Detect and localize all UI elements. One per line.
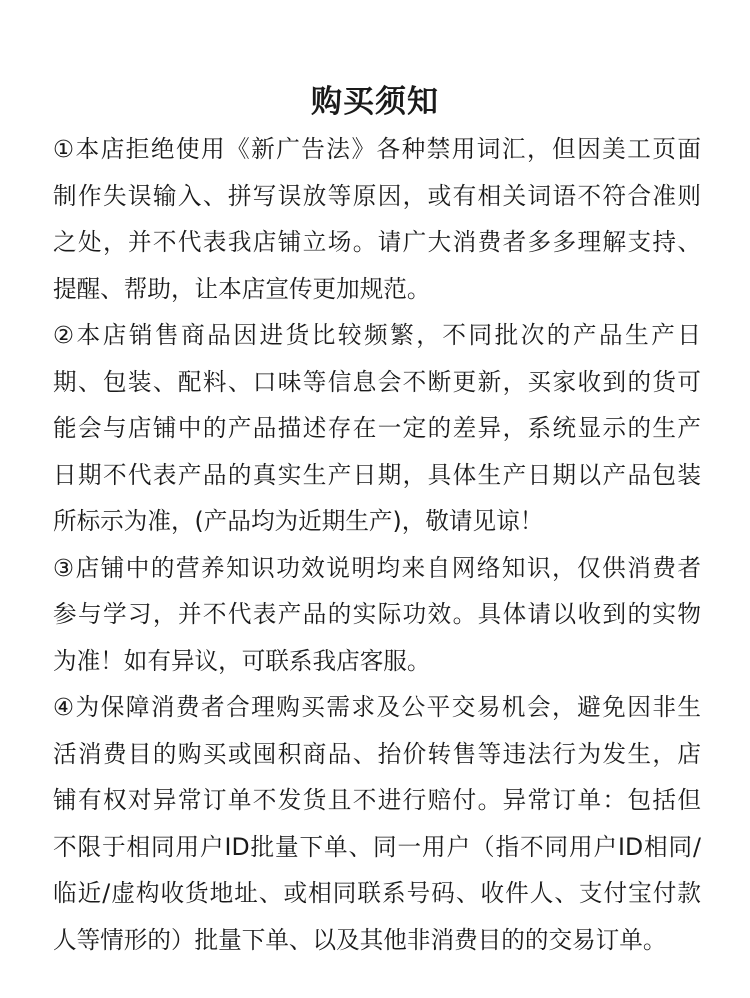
page-title: 购买须知 <box>311 84 439 120</box>
text-line: 制作失误输入、拼写误放等原因，或有相关词语不符合准则 <box>53 181 701 210</box>
text-line: 之处，并不代表我店铺立场。请广大消费者多多理解支持、 <box>53 228 701 256</box>
text-line: ②本店销售商品因进货比较频繁，不同批次的产品生产日 <box>53 321 701 349</box>
text-line: 活消费目的购买或囤积商品、抬价转售等违法行为发生，店 <box>53 739 701 768</box>
text-line: 铺有权对异常订单不发货且不进行赔付。异常订单：包括但 <box>53 786 701 814</box>
text-line: ④为保障消费者合理购买需求及公平交易机会，避免因非生 <box>53 693 701 721</box>
text-line: 能会与店铺中的产品描述存在一定的差异，系统显示的生产 <box>53 414 701 442</box>
text-line: 人等情形的）批量下单、以及其他非消费目的的交易订单。 <box>53 925 667 954</box>
text-line: 临近/虚构收货地址、或相同联系号码、收件人、支付宝付款 <box>53 879 701 907</box>
text-line: 日期不代表产品的真实生产日期，具体生产日期以产品包装 <box>53 460 701 489</box>
notice-paragraph-3 <box>53 545 701 685</box>
text-line: 参与学习，并不代表产品的实际功效。具体请以收到的实物 <box>53 600 701 628</box>
notice-paragraph-1 <box>53 126 701 312</box>
text-line: 所标示为准，(产品均为近期生产)，敬请见谅！ <box>53 507 544 535</box>
notice-body <box>53 126 701 963</box>
text-line: ③店铺中的营养知识功效说明均来自网络知识，仅供消费者 <box>53 553 701 582</box>
notice-paragraph-4 <box>53 684 701 963</box>
notice-paragraph-2 <box>53 312 701 545</box>
text-line: 期、包装、配料、口味等信息会不断更新，买家收到的货可 <box>53 367 701 396</box>
text-line: 不限于相同用户ID批量下单、同一用户（指不同用户ID相同/ <box>53 832 701 861</box>
text-line: ①本店拒绝使用《新广告法》各种禁用词汇，但因美工页面 <box>53 135 701 163</box>
text-line: 提醒、帮助，让本店宣传更加规范。 <box>53 274 431 303</box>
text-line: 为准！如有异议，可联系我店客服。 <box>53 646 431 675</box>
